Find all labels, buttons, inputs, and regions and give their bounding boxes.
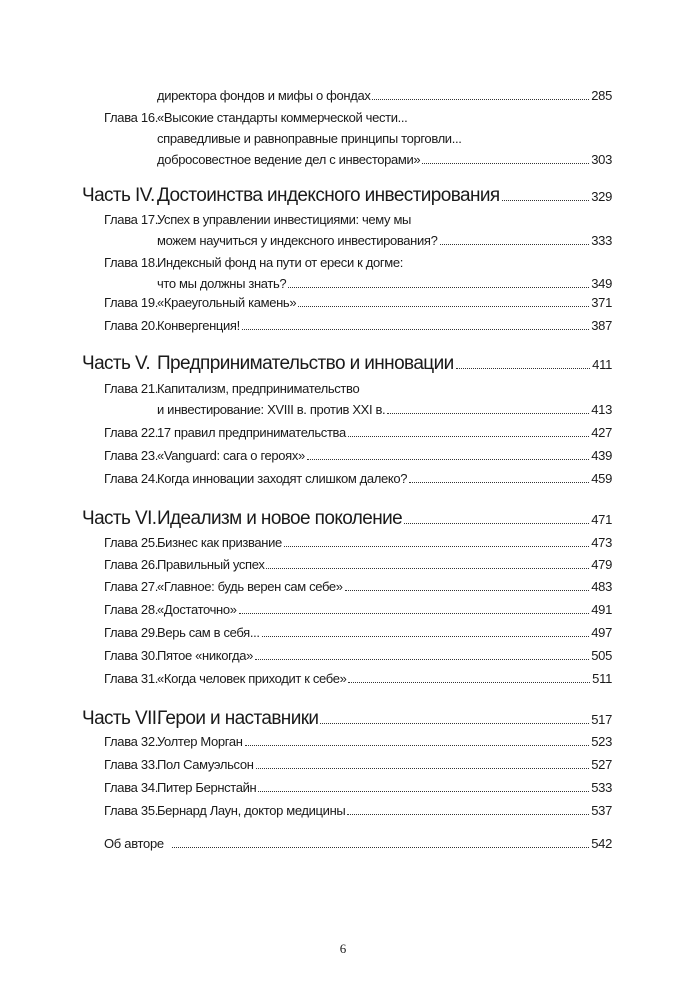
dot-leader xyxy=(387,413,589,414)
entry-title-line xyxy=(157,318,612,333)
chapter-label: Глава 19. xyxy=(104,295,159,310)
page-ref: 439 xyxy=(591,448,612,463)
page-ref: 505 xyxy=(591,648,612,663)
entry-title-line xyxy=(157,780,612,795)
page-number: 6 xyxy=(339,941,347,956)
entry-title-text: Предпринимательство и инновации xyxy=(157,353,454,374)
entry-title-line xyxy=(157,757,612,772)
dot-leader xyxy=(372,99,589,100)
chapter-label: Глава 24. xyxy=(104,471,159,486)
chapter-label: Глава 27. xyxy=(104,579,159,594)
dot-leader xyxy=(404,523,589,524)
dot-leader xyxy=(307,459,589,460)
entry-title-text: «Главное: будь верен сам себе» xyxy=(157,579,343,594)
dot-leader xyxy=(172,847,589,848)
dot-leader xyxy=(239,613,590,614)
dot-leader xyxy=(284,546,589,547)
entry-title-text: Пятое «никогда» xyxy=(157,648,253,663)
entry-title-text: Капитализм, предпринимательство xyxy=(157,381,360,396)
dot-leader xyxy=(345,590,590,591)
entry-title-line xyxy=(157,535,612,550)
page-ref: 497 xyxy=(591,625,612,640)
page-ref: 333 xyxy=(591,233,612,248)
page-ref: 473 xyxy=(591,535,612,550)
entry-title-line xyxy=(157,402,612,417)
entry-title-line xyxy=(157,671,612,686)
entry-title-text: Герои и наставники xyxy=(157,708,319,729)
entry-title-line xyxy=(157,425,612,440)
dot-leader xyxy=(456,368,591,369)
page-ref: 479 xyxy=(591,557,612,572)
entry-title-text: Бернард Лаун, доктор медицины xyxy=(157,803,346,818)
page-ref: 542 xyxy=(591,836,612,851)
entry-title-line xyxy=(157,448,612,463)
entry-title-text: «Краеугольный камень» xyxy=(157,295,297,310)
entry-title-text: «Vanguard: сага о героях» xyxy=(157,448,305,463)
chapter-label: Глава 26. xyxy=(104,557,159,572)
dot-leader xyxy=(409,482,589,483)
entry-title-line xyxy=(157,295,612,310)
entry-title-text: Верь сам в себя... xyxy=(157,625,260,640)
entry-title-line xyxy=(157,110,407,125)
entry-title-line xyxy=(157,803,612,818)
dot-leader xyxy=(288,287,589,288)
entry-title-text: 17 правил предпринимательства xyxy=(157,425,346,440)
part-label: Часть VII. xyxy=(82,708,162,729)
entry-title-text: «Когда человек приходит к себе» xyxy=(157,671,347,686)
part-label: Часть V. xyxy=(82,353,151,374)
entry-title-line xyxy=(157,557,612,572)
page-ref: 527 xyxy=(591,757,612,772)
chapter-label: Глава 17. xyxy=(104,212,159,227)
page-ref: 413 xyxy=(591,402,612,417)
entry-title-text: справедливые и равноправные принципы торговли... xyxy=(157,131,462,146)
entry-title-text: Конвергенция! xyxy=(157,318,240,333)
entry-title-line xyxy=(157,88,612,103)
dot-leader xyxy=(348,436,589,437)
entry-title-line xyxy=(157,708,612,730)
chapter-label: Глава 31. xyxy=(104,671,159,686)
entry-title-text: и инвестирование: XVIII в. против XXI в. xyxy=(157,402,386,417)
dot-leader xyxy=(262,636,590,637)
entry-title-text: директора фондов и мифы о фондах xyxy=(157,88,371,103)
entry-title-line xyxy=(157,152,612,167)
entry-title-text: Уолтер Морган xyxy=(157,734,243,749)
dot-leader xyxy=(242,329,589,330)
entry-title-text: Идеализм и новое поколение xyxy=(157,508,403,529)
dot-leader xyxy=(422,163,589,164)
page-ref: 371 xyxy=(591,295,612,310)
entry-title-text: что мы должны знать? xyxy=(157,276,287,291)
dot-leader xyxy=(347,814,589,815)
dot-leader xyxy=(256,768,590,769)
page-ref: 427 xyxy=(591,425,612,440)
part-label: Часть VI. xyxy=(82,508,157,529)
dot-leader xyxy=(245,745,590,746)
entry-title-line xyxy=(157,131,462,146)
page-ref: 471 xyxy=(591,512,612,527)
entry-title-line xyxy=(157,212,411,227)
dot-leader xyxy=(255,659,589,660)
entry-title-line xyxy=(157,602,612,617)
page-ref: 517 xyxy=(591,712,612,727)
page-ref: 387 xyxy=(591,318,612,333)
page-ref: 483 xyxy=(591,579,612,594)
page-ref: 285 xyxy=(591,88,612,103)
chapter-label: Глава 20. xyxy=(104,318,159,333)
entry-title-line xyxy=(170,836,612,851)
chapter-label: Глава 32. xyxy=(104,734,159,749)
page-ref: 349 xyxy=(591,276,612,291)
entry-title-line xyxy=(157,579,612,594)
entry-title-text: можем научиться у индексного инвестирования? xyxy=(157,233,438,248)
dot-leader xyxy=(502,200,590,201)
page-ref: 459 xyxy=(591,471,612,486)
entry-title-line xyxy=(157,734,612,749)
entry-title-line xyxy=(157,471,612,486)
entry-title-text: Питер Бернстайн xyxy=(157,780,257,795)
entry-title-line xyxy=(157,508,612,530)
dot-leader xyxy=(320,723,589,724)
chapter-label: Глава 22. xyxy=(104,425,159,440)
page-ref: 511 xyxy=(592,671,612,686)
chapter-label: Глава 23. xyxy=(104,448,159,463)
entry-title-line xyxy=(157,255,403,270)
page-ref: 537 xyxy=(591,803,612,818)
entry-title-text: Бизнес как призвание xyxy=(157,535,282,550)
entry-title-line xyxy=(157,625,612,640)
entry-title-line xyxy=(157,353,612,375)
chapter-label: Глава 28. xyxy=(104,602,159,617)
about-author-label: Об авторе xyxy=(104,836,164,851)
entry-title-text: Когда инновации заходят слишком далеко? xyxy=(157,471,408,486)
entry-title-line xyxy=(157,648,612,663)
entry-title-text: Правильный успех xyxy=(157,557,265,572)
page-ref: 303 xyxy=(591,152,612,167)
dot-leader xyxy=(266,568,589,569)
page-ref: 329 xyxy=(591,189,612,204)
entry-title-text: Достоинства индексного инвестирования xyxy=(157,185,500,206)
entry-title-line xyxy=(157,185,612,207)
part-label: Часть IV. xyxy=(82,185,155,206)
page-ref: 533 xyxy=(591,780,612,795)
entry-title-text: «Высокие стандарты коммерческой чести... xyxy=(157,110,408,125)
chapter-label: Глава 25. xyxy=(104,535,159,550)
entry-title-line xyxy=(157,276,612,291)
chapter-label: Глава 16. xyxy=(104,110,159,125)
entry-title-text: Пол Самуэльсон xyxy=(157,757,254,772)
chapter-label: Глава 34. xyxy=(104,780,159,795)
chapter-label: Глава 29. xyxy=(104,625,159,640)
page-ref: 491 xyxy=(591,602,612,617)
dot-leader xyxy=(258,791,589,792)
entry-title-text: Индексный фонд на пути от ереси к догме: xyxy=(157,255,403,270)
dot-leader xyxy=(348,682,590,683)
page-ref: 411 xyxy=(592,357,612,372)
entry-title-text: «Достаточно» xyxy=(157,602,237,617)
entry-title-line xyxy=(157,381,359,396)
chapter-label: Глава 30. xyxy=(104,648,159,663)
chapter-label: Глава 21. xyxy=(104,381,159,396)
chapter-label: Глава 33. xyxy=(104,757,159,772)
page-ref: 523 xyxy=(591,734,612,749)
entry-title-line xyxy=(157,233,612,248)
entry-title-text: Успех в управлении инвестициями: чему мы xyxy=(157,212,412,227)
entry-title-text: добросовестное ведение дел с инвесторами» xyxy=(157,152,421,167)
chapter-label: Глава 18. xyxy=(104,255,159,270)
chapter-label: Глава 35. xyxy=(104,803,159,818)
dot-leader xyxy=(298,306,589,307)
dot-leader xyxy=(440,244,590,245)
